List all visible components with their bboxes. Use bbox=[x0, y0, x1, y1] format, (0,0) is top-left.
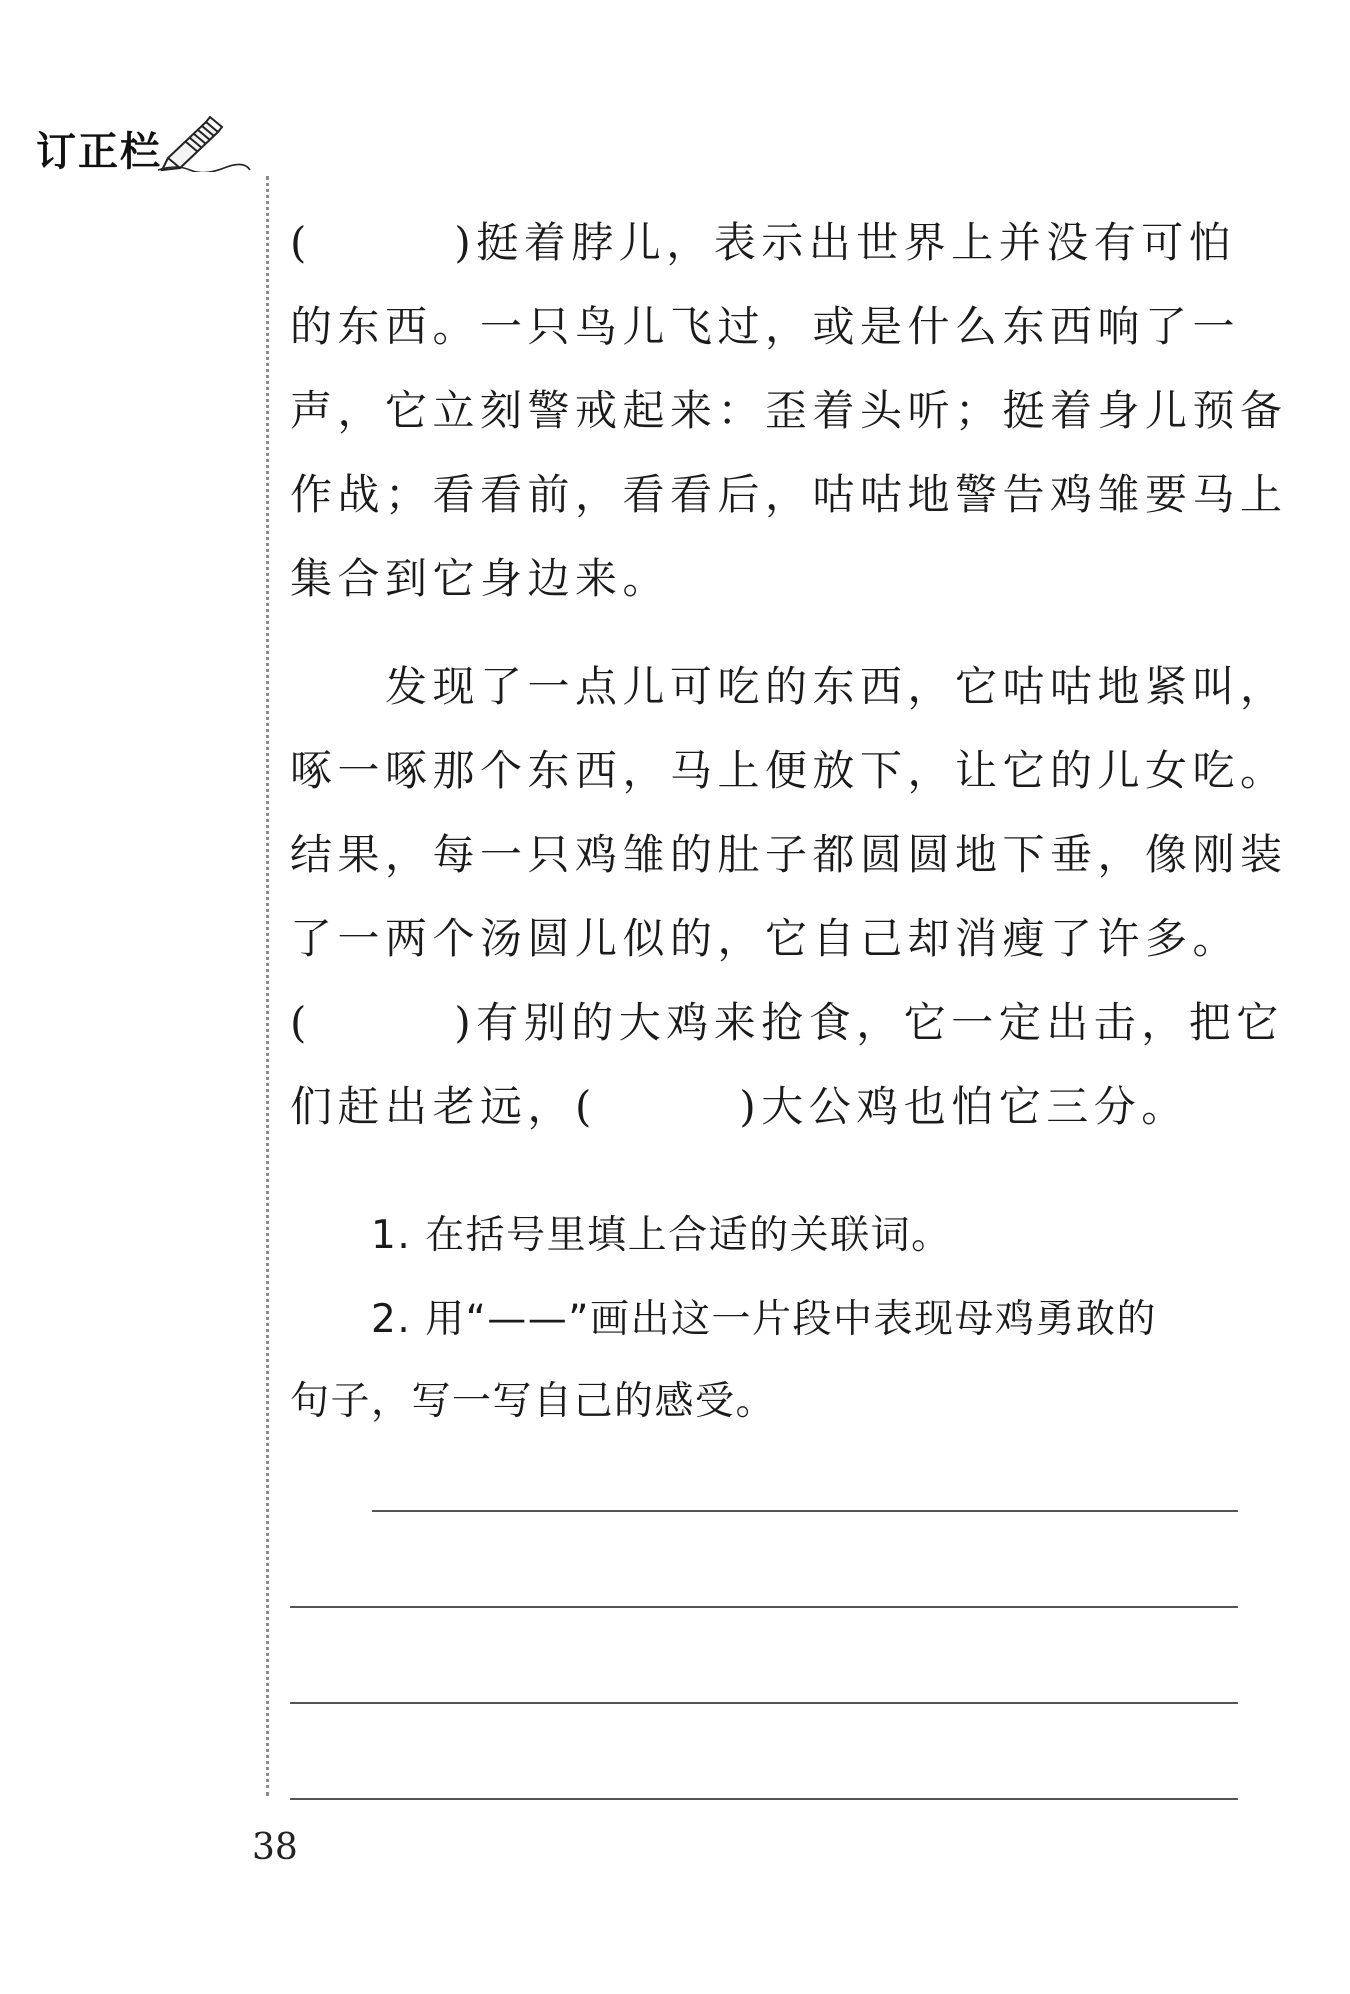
passage-line: ( )有别的大鸡来抢食，它一定出击，把它 bbox=[290, 998, 1284, 1047]
question-2: 2. 用“——”画出这一片段中表现母鸡勇敢的 bbox=[290, 1297, 1158, 1342]
page-number: 38 bbox=[252, 1827, 298, 1868]
passage-line: 结果，每一只鸡雏的肚子都圆圆地下垂，像刚装 bbox=[290, 830, 1288, 879]
pencil-icon bbox=[154, 112, 254, 172]
passage-line: 发现了一点儿可吃的东西，它咕咕地紧叫， bbox=[290, 662, 1288, 711]
passage-line: 作战；看看前，看看后，咕咕地警告鸡雏要马上 bbox=[290, 470, 1288, 519]
passage-line: 们赶出老远，( )大公鸡也怕它三分。 bbox=[290, 1082, 1189, 1131]
correction-column-header bbox=[36, 112, 254, 175]
passage-line: 啄一啄那个东西，马上便放下，让它的儿女吃。 bbox=[290, 746, 1288, 795]
correction-column-divider bbox=[266, 176, 269, 1796]
answer-line[interactable] bbox=[290, 1798, 1238, 1800]
passage-line: 声，它立刻警戒起来：歪着头听；挺着身儿预备 bbox=[290, 386, 1288, 435]
question-2-continued: 句子，写一写自己的感受。 bbox=[290, 1379, 777, 1424]
passage-line: 集合到它身边来。 bbox=[290, 554, 671, 603]
answer-line[interactable] bbox=[290, 1606, 1238, 1608]
correction-column-title: 订正栏 bbox=[36, 129, 162, 175]
answer-line[interactable] bbox=[290, 1702, 1238, 1704]
answer-line[interactable] bbox=[372, 1510, 1238, 1512]
passage-line: ( )挺着脖儿，表示出世界上并没有可怕 bbox=[290, 218, 1237, 267]
question-1: 1. 在括号里填上合适的关联词。 bbox=[290, 1213, 952, 1258]
passage-line: 的东西。一只鸟儿飞过，或是什么东西响了一 bbox=[290, 302, 1241, 351]
passage-line: 了一两个汤圆儿似的，它自己却消瘦了许多。 bbox=[290, 914, 1241, 963]
